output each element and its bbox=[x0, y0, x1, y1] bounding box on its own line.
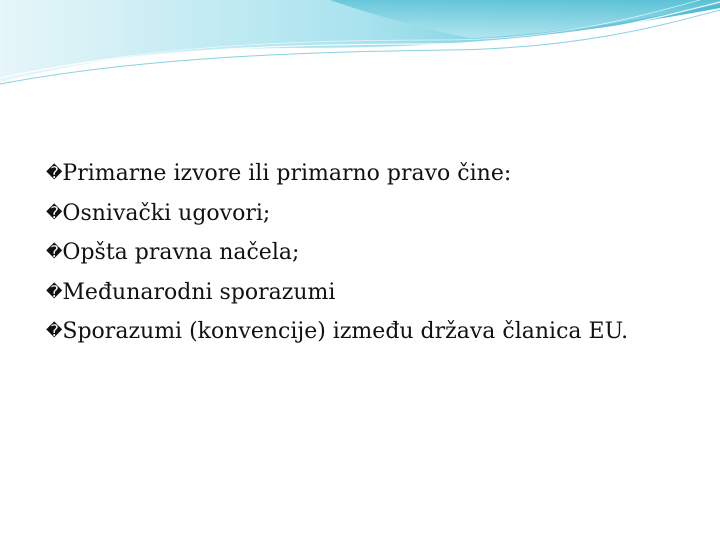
list-item-text: Međunarodni sporazumi bbox=[62, 279, 336, 305]
list-item bbox=[46, 312, 686, 352]
bullet-list bbox=[46, 154, 686, 352]
bullet-icon: � bbox=[46, 202, 63, 222]
list-item-text: Osnivački ugovori; bbox=[62, 200, 271, 226]
list-item-text: Primarne izvore ili primarno pravo čine: bbox=[62, 161, 512, 186]
list-item bbox=[46, 273, 686, 313]
list-item bbox=[46, 194, 686, 234]
bullet-icon: � bbox=[46, 242, 63, 261]
bullet-icon: � bbox=[46, 163, 63, 182]
list-item bbox=[46, 233, 686, 273]
list-item-text: Opšta pravna načela; bbox=[62, 240, 300, 265]
bullet-icon: � bbox=[46, 321, 63, 340]
decorative-header-wave bbox=[0, 0, 720, 90]
list-item bbox=[46, 154, 686, 194]
bullet-icon: � bbox=[46, 281, 63, 301]
list-item-text: Sporazumi (konvencije) između država članica EU. bbox=[62, 319, 629, 344]
